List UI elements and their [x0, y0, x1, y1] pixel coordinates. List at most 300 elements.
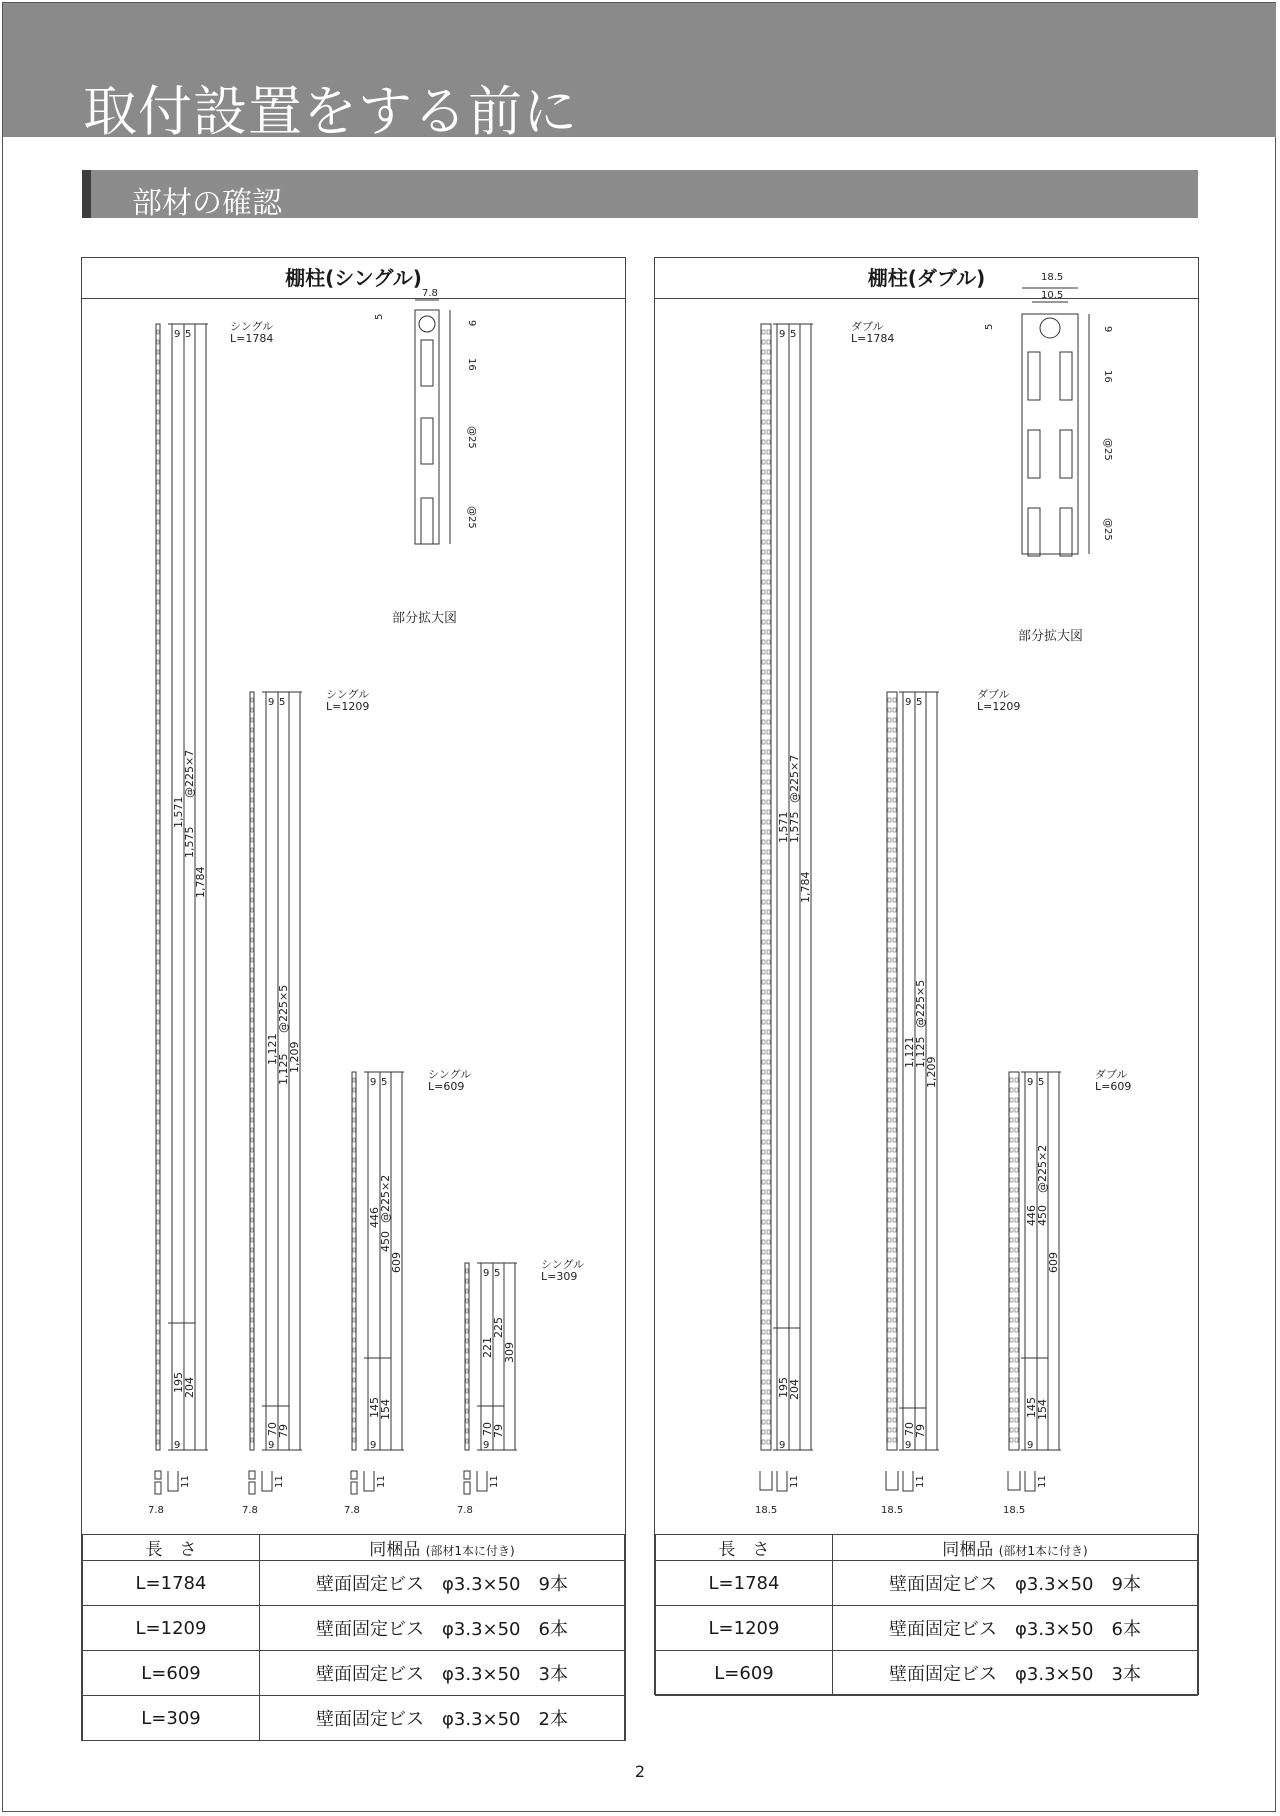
post-slot — [888, 938, 891, 942]
post-slot — [888, 978, 891, 982]
post-slot — [893, 1078, 896, 1082]
dim-bot: 9 — [779, 1440, 786, 1451]
post-slot — [767, 830, 770, 834]
post-slot — [251, 1148, 253, 1152]
post-slot — [767, 380, 770, 384]
post-slot — [762, 610, 765, 614]
post-single-1784 — [156, 320, 273, 1451]
detail-d2: 16 — [466, 358, 477, 371]
post-slot — [157, 1380, 159, 1384]
post-slot — [353, 1328, 355, 1332]
post-slot — [1015, 1368, 1018, 1372]
page-number: 2 — [634, 1762, 646, 1781]
post-slot — [251, 1198, 253, 1202]
post-slot — [251, 818, 253, 822]
post-slot — [251, 1038, 253, 1042]
post-slot — [762, 430, 765, 434]
post-slot — [466, 1399, 468, 1403]
row-parts: 壁面固定ビス φ3.3×50 3本 — [260, 1651, 625, 1696]
callout-type: シングル — [230, 320, 274, 333]
post-slot — [157, 980, 159, 984]
post-slot — [888, 1288, 891, 1292]
post-slot — [1010, 1148, 1013, 1152]
post-slot — [767, 1350, 770, 1354]
dim-b2: 154 — [379, 1399, 392, 1420]
post-slot — [466, 1389, 468, 1393]
post-slot — [767, 1370, 770, 1374]
post-slot — [762, 1370, 765, 1374]
post-slot — [251, 1258, 253, 1262]
post-slot — [762, 1330, 765, 1334]
post-slot — [767, 410, 770, 414]
post-slot — [251, 1178, 253, 1182]
post-slot — [893, 1388, 896, 1392]
post-slot — [1010, 1398, 1013, 1402]
post-slot — [466, 1319, 468, 1323]
post-slot — [888, 988, 891, 992]
post-slot — [157, 1020, 159, 1024]
post-slot — [251, 698, 253, 702]
post-slot — [888, 1118, 891, 1122]
dim-d1: 446 — [1025, 1205, 1038, 1226]
post-slot — [762, 340, 765, 344]
post-slot — [893, 1068, 896, 1072]
post-slot — [157, 620, 159, 624]
post-slot — [251, 838, 253, 842]
post-slot — [251, 868, 253, 872]
panel-double-title: 棚柱(ダブル) — [655, 258, 1198, 299]
post-slot — [888, 1088, 891, 1092]
post-slot — [251, 1048, 253, 1052]
post-slot — [157, 560, 159, 564]
post-slot — [157, 370, 159, 374]
post-slot — [893, 1008, 896, 1012]
post-slot — [157, 690, 159, 694]
post-slot — [157, 1140, 159, 1144]
post-slot — [1010, 1098, 1013, 1102]
detail-double — [984, 272, 1113, 644]
post-slot — [762, 1220, 765, 1224]
post-slot — [251, 1228, 253, 1232]
dim-d2: 1,125 — [914, 1036, 927, 1068]
section-depth: 11 — [915, 1475, 926, 1488]
post-slot — [251, 1168, 253, 1172]
post-slot — [1015, 1268, 1018, 1272]
post-slot — [762, 650, 765, 654]
post-slot — [251, 938, 253, 942]
dim-d2: 1,125 — [277, 1053, 290, 1085]
post-slot — [893, 1428, 896, 1432]
post-slot — [1015, 1168, 1018, 1172]
post-slot — [888, 878, 891, 882]
post-slot — [762, 1320, 765, 1324]
parts-table-single — [82, 1534, 625, 1741]
post-slot — [353, 1338, 355, 1342]
post-slot — [251, 858, 253, 862]
post-slot — [353, 1418, 355, 1422]
post-slot — [353, 1368, 355, 1372]
dim-d4: 609 — [1047, 1252, 1060, 1273]
post-slot — [893, 1038, 896, 1042]
post-slot — [251, 1398, 253, 1402]
dim-top-b: 5 — [279, 697, 286, 708]
post-slot — [353, 1268, 355, 1272]
post-slot — [1010, 1328, 1013, 1332]
dim-d3: @225×7 — [183, 749, 196, 798]
post-slot — [762, 1010, 765, 1014]
post-slot — [762, 770, 765, 774]
post-slot — [762, 360, 765, 364]
post-slot — [767, 1250, 770, 1254]
post-slot — [888, 1078, 891, 1082]
post-slot — [893, 1288, 896, 1292]
post-slot — [762, 550, 765, 554]
post-slot — [888, 708, 891, 712]
post-slot — [762, 830, 765, 834]
dim-bot: 9 — [905, 1440, 912, 1451]
post-slot — [251, 778, 253, 782]
post-slot — [157, 1410, 159, 1414]
post-slot — [762, 1420, 765, 1424]
dim-d4: 609 — [390, 1252, 403, 1273]
post-slot — [157, 500, 159, 504]
post-slot — [251, 1138, 253, 1142]
post-slot — [888, 918, 891, 922]
post-slot — [767, 540, 770, 544]
post-slot — [157, 960, 159, 964]
post-slot — [353, 1438, 355, 1442]
post-slot — [888, 1428, 891, 1432]
post-slot — [888, 1038, 891, 1042]
post-slot — [767, 1300, 770, 1304]
post-slot — [1015, 1408, 1018, 1412]
post-slot — [888, 1158, 891, 1162]
post-slot — [767, 1200, 770, 1204]
post-slot — [767, 690, 770, 694]
post-slot — [893, 1328, 896, 1332]
post-slot — [767, 920, 770, 924]
post-slot — [157, 840, 159, 844]
row-parts: 壁面固定ビス φ3.3×50 9本 — [833, 1561, 1198, 1606]
post-slot — [762, 1080, 765, 1084]
post-slot — [157, 900, 159, 904]
section-depth: 11 — [489, 1475, 500, 1488]
detail-d4: @25 — [466, 506, 477, 529]
post-slot — [888, 948, 891, 952]
post-slot — [1015, 1218, 1018, 1222]
post-slot — [1015, 1318, 1018, 1322]
post-slot — [251, 1088, 253, 1092]
post-slot — [888, 1058, 891, 1062]
post-slot — [157, 390, 159, 394]
post-slot — [762, 1140, 765, 1144]
post-slot — [251, 1118, 253, 1122]
post-slot — [888, 768, 891, 772]
post-slot — [251, 1368, 253, 1372]
post-slot — [157, 830, 159, 834]
dim-d2: 225 — [492, 1317, 505, 1338]
post-slot — [893, 818, 896, 822]
post-slot — [762, 570, 765, 574]
post-slot — [157, 680, 159, 684]
dim-d3: @225×7 — [788, 754, 801, 803]
post-slot — [762, 940, 765, 944]
post-slot — [157, 1230, 159, 1234]
post-slot — [157, 1340, 159, 1344]
post-slot — [762, 750, 765, 754]
post-slot — [353, 1208, 355, 1212]
single-drawing — [82, 258, 627, 1534]
post-slot — [157, 520, 159, 524]
post-slot — [893, 978, 896, 982]
callout-type: ダブル — [1095, 1068, 1128, 1081]
post-slot — [157, 490, 159, 494]
dim-d1: 1,571 — [777, 811, 790, 843]
post-slot — [157, 1150, 159, 1154]
post-slot — [888, 718, 891, 722]
post-slot — [767, 1120, 770, 1124]
post-slot — [1015, 1308, 1018, 1312]
post-slot — [767, 650, 770, 654]
dim-b1: 145 — [368, 1397, 381, 1418]
post-slot — [1010, 1228, 1013, 1232]
post-slot — [157, 1440, 159, 1444]
post-slot — [1010, 1438, 1013, 1442]
dim-top-b: 5 — [790, 329, 797, 340]
post-slot — [888, 1268, 891, 1272]
post-slot — [888, 698, 891, 702]
post-slot — [762, 440, 765, 444]
post-slot — [888, 1408, 891, 1412]
section-marker — [82, 170, 91, 218]
post-slot — [767, 1000, 770, 1004]
post-slot — [767, 1190, 770, 1194]
post-slot — [762, 980, 765, 984]
dim-top-a: 9 — [268, 697, 275, 708]
post-slot — [157, 730, 159, 734]
post-slot — [767, 370, 770, 374]
post-slot — [157, 1180, 159, 1184]
post-single-309 — [465, 1258, 584, 1451]
post-slot — [353, 1188, 355, 1192]
table-row — [83, 1606, 625, 1651]
post-slot — [888, 748, 891, 752]
post-slot — [767, 730, 770, 734]
post-slot — [466, 1359, 468, 1363]
post-slot — [1015, 1358, 1018, 1362]
detail-caption: 部分拡大図 — [392, 611, 458, 626]
post-slot — [466, 1329, 468, 1333]
post-slot — [888, 1048, 891, 1052]
post-slot — [1015, 1198, 1018, 1202]
post-slot — [157, 780, 159, 784]
post-slot — [767, 520, 770, 524]
post-slot — [1010, 1368, 1013, 1372]
post-slot — [762, 950, 765, 954]
post-slot — [893, 798, 896, 802]
post-slot — [353, 1388, 355, 1392]
row-parts: 壁面固定ビス φ3.3×50 3本 — [833, 1651, 1198, 1696]
post-slot — [893, 1308, 896, 1312]
section-width: 7.8 — [344, 1505, 360, 1516]
post-slot — [466, 1339, 468, 1343]
callout-type: シングル — [326, 688, 370, 701]
post-slot — [251, 1298, 253, 1302]
post-slot — [893, 1358, 896, 1362]
post-slot — [762, 520, 765, 524]
post-slot — [762, 1260, 765, 1264]
post-slot — [767, 350, 770, 354]
header-length: 長 さ — [83, 1535, 260, 1561]
callout-length: L=609 — [1095, 1080, 1132, 1093]
post-slot — [762, 630, 765, 634]
post-slot — [893, 788, 896, 792]
post-slot — [762, 810, 765, 814]
post-slot — [251, 1218, 253, 1222]
post-slot — [157, 1200, 159, 1204]
post-slot — [893, 1138, 896, 1142]
row-parts: 壁面固定ビス φ3.3×50 6本 — [833, 1606, 1198, 1651]
post-slot — [157, 1130, 159, 1134]
post-slot — [888, 1358, 891, 1362]
post-slot — [893, 1198, 896, 1202]
post-slot — [157, 760, 159, 764]
post-slot — [157, 1420, 159, 1424]
post-slot — [762, 1250, 765, 1254]
post-slot — [251, 798, 253, 802]
post-slot — [888, 738, 891, 742]
post-slot — [251, 738, 253, 742]
post-double-609 — [1009, 1068, 1131, 1451]
post-slot — [466, 1289, 468, 1293]
post-slot — [251, 848, 253, 852]
post-slot — [767, 1400, 770, 1404]
post-slot — [1015, 1258, 1018, 1262]
post-slot — [888, 1338, 891, 1342]
post-slot — [157, 1010, 159, 1014]
post-slot — [767, 1080, 770, 1084]
post-slot — [157, 790, 159, 794]
post-slot — [1015, 1228, 1018, 1232]
post-slot — [157, 1280, 159, 1284]
post-slot — [157, 360, 159, 364]
post-slot — [157, 1250, 159, 1254]
post-slot — [1015, 1398, 1018, 1402]
post-slot — [767, 1010, 770, 1014]
section-depth: 11 — [180, 1475, 191, 1488]
post-slot — [762, 1200, 765, 1204]
post-slot — [893, 1318, 896, 1322]
post-slot — [1010, 1278, 1013, 1282]
post-slot — [1010, 1378, 1013, 1382]
post-slot — [762, 600, 765, 604]
page-header — [3, 3, 1276, 143]
post-slot — [767, 510, 770, 514]
post-slot — [1015, 1128, 1018, 1132]
post-slot — [767, 950, 770, 954]
post-slot — [762, 1210, 765, 1214]
post-slot — [893, 728, 896, 732]
post-slot — [893, 1168, 896, 1172]
post-slot — [157, 660, 159, 664]
post-slot — [762, 1120, 765, 1124]
post-slot — [762, 820, 765, 824]
post-slot — [1010, 1088, 1013, 1092]
post-slot — [353, 1158, 355, 1162]
post-slot — [251, 988, 253, 992]
callout-length: L=309 — [541, 1270, 578, 1283]
post-slot — [888, 858, 891, 862]
dim-d3: @225×2 — [1036, 1144, 1049, 1193]
post-slot — [893, 1278, 896, 1282]
post-slot — [888, 808, 891, 812]
detail-top: 5 — [374, 313, 385, 320]
post-slot — [157, 590, 159, 594]
post-slot — [888, 1388, 891, 1392]
post-slot — [251, 1128, 253, 1132]
post-slot — [251, 788, 253, 792]
post-slot — [1015, 1278, 1018, 1282]
post-slot — [767, 740, 770, 744]
post-slot — [767, 1180, 770, 1184]
post-slot — [157, 990, 159, 994]
post-slot — [353, 1098, 355, 1102]
section-width: 18.5 — [755, 1505, 778, 1516]
section-title: 部材の確認 — [132, 186, 282, 221]
post-slot — [1010, 1318, 1013, 1322]
page-title: 取付設置をする前に — [83, 80, 578, 143]
section-depth: 11 — [376, 1475, 387, 1488]
post-slot — [893, 1248, 896, 1252]
post-slot — [888, 1168, 891, 1172]
post-slot — [1015, 1298, 1018, 1302]
post-single-609 — [352, 1068, 471, 1451]
post-slot — [767, 560, 770, 564]
post-slot — [762, 490, 765, 494]
post-slot — [893, 778, 896, 782]
cross-sections-single — [148, 1471, 500, 1516]
row-length: L=309 — [83, 1696, 260, 1741]
detail-d3: @25 — [466, 426, 477, 449]
post-slot — [353, 1308, 355, 1312]
post-slot — [767, 710, 770, 714]
post-slot — [888, 1348, 891, 1352]
post-slot — [1010, 1418, 1013, 1422]
dim-b2: 204 — [183, 1377, 196, 1398]
section-header — [82, 170, 1198, 221]
post-slot — [157, 720, 159, 724]
post-slot — [893, 1058, 896, 1062]
post-slot — [762, 450, 765, 454]
dim-d3: @225×2 — [379, 1174, 392, 1223]
post-slot — [893, 1118, 896, 1122]
post-slot — [888, 1228, 891, 1232]
post-slot — [157, 1120, 159, 1124]
post-slot — [762, 380, 765, 384]
post-slot — [157, 470, 159, 474]
post-slot — [762, 460, 765, 464]
post-slot — [466, 1279, 468, 1283]
post-slot — [1010, 1348, 1013, 1352]
table-row — [656, 1561, 1198, 1606]
post-slot — [157, 860, 159, 864]
post-slot — [767, 360, 770, 364]
post-slot — [888, 1318, 891, 1322]
post-slot — [767, 620, 770, 624]
post-slot — [893, 968, 896, 972]
post-slot — [893, 1148, 896, 1152]
post-slot — [762, 1070, 765, 1074]
